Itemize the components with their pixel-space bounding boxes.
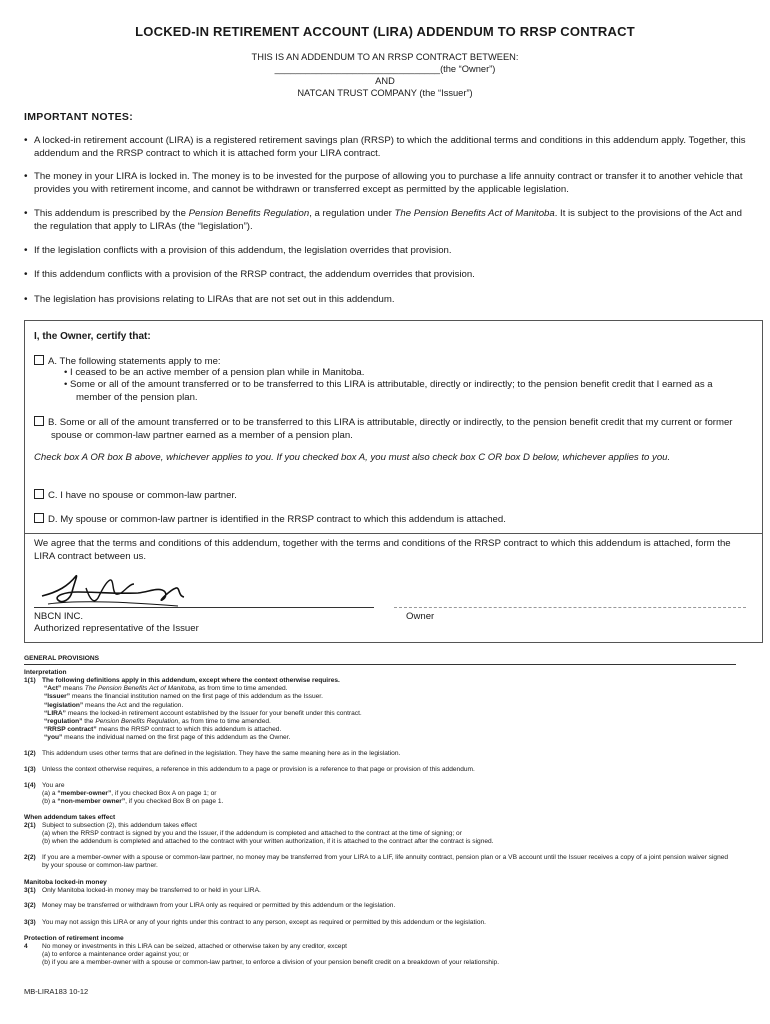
agreement-text: We agree that the terms and conditions of this addendum, together with the terms and conditions of the RRSP contract to which this addendum is attached, form the LIRA contract between us. (34, 538, 731, 562)
section-4: 4 No money or investments in this LIRA can be seized, attached or otherwise taken by any creditor, except (a) to enforce a maintenance order against you; or (b) if you are a member-owner with a spouse or common-law partner, to enforce a division of your pension benefit credit on a breakdown of your relationship. (24, 943, 500, 967)
option-b: B. Some or all of the amount transferred or to be transferred to this LIRA is attributable, directly or indirectly, to the pension benefit credit that my current or former spouse or common-law partner earned as a member of a pension plan. (34, 416, 739, 442)
issuer-signature (38, 570, 188, 610)
bullet-icon: • (24, 269, 28, 280)
section-3-1: 3(1) Only Manitoba locked-in money may be transferred to or held in your LIRA. (24, 887, 261, 894)
intro-and: AND (375, 76, 395, 86)
option-c: C. I have no spouse or common-law partner. (34, 489, 749, 503)
bullet-icon: • (64, 379, 71, 390)
section-1-4: 1(4) You are (a) a “member-owner”, if you checked Box A on page 1; or (b) a “non-member owner”, if you checked Box B on page 1. (24, 782, 224, 806)
effect-heading: When addendum takes effect (24, 814, 116, 821)
section-divider (24, 664, 736, 665)
protection-heading: Protection of retirement income (24, 935, 124, 942)
note-6: • The legislation has provisions relating to LIRAs that are not set out in this addendum. (24, 294, 395, 305)
bullet-icon: • (24, 294, 28, 305)
bullet-icon: • (24, 245, 28, 256)
bullet-icon: • (24, 208, 28, 219)
section-1-1: 1(1) The following definitions apply in this addendum, except where the context otherwise requires. “Act” means The Pension Benefits Act of Manitoba, as from time to time amended. “Issuer” means the financial institution named on the first page of this addendum as the Issuer. “legislation” means the Act and the regulation. “LIRA” means the locked-in retirement account established by the Issuer for your benefit under this contract. “regulation” the Pension Benefits Regulation, as from time to time amended. “RRSP contract” means the RRSP contract to which this addendum is attached. “you” means the individual named on the first page of this addendum as the Owner. (24, 677, 362, 742)
section-2-1: 2(1) Subject to subsection (2), this addendum takes effect (a) when the RRSP contract is signed by you and the Issuer, if the addendum is completed and attached to the contract at the time of signing; or (b) when the addendum is completed and attached to the contract with your written authorization, if it is attached to the contract after the contract is signed. (24, 822, 494, 846)
section-1-2: 1(2) This addendum uses other terms that are defined in the legislation. They have the same meaning here as in the legislation. (24, 750, 401, 757)
interpretation-heading: Interpretation (24, 669, 67, 676)
checkbox-a[interactable] (34, 355, 44, 365)
issuer-line: NATCAN TRUST COMPANY (the “Issuer”) (297, 88, 473, 98)
owner-name-line[interactable]: ________________________________(the “Owner”) (274, 64, 496, 74)
bullet-icon: • (64, 367, 71, 378)
owner-signature-line[interactable] (394, 607, 746, 608)
bullet-icon: • (24, 171, 28, 182)
section-2-2: 2(2) If you are a member-owner with a spouse or common-law partner, no money may be transferred from your LIRA to a LIF, life annuity contract, pension plan or a VB account until the Issuer receives a copy of a joint pension waiver signed by your spouse or common-law partner. (24, 854, 729, 870)
checkbox-d[interactable] (34, 513, 44, 523)
option-d: D. My spouse or common-law partner is identified in the RRSP contract to which this addendum is attached. (34, 513, 759, 527)
note-2: • The money in your LIRA is locked in. The money is to be invested for the purpose of allowing you to purchase a life annuity contract or transfer it to another vehicle that provides you with retirement income, and cannot be withdrawn or transferred except as permitted by the applicable legislation. (24, 171, 743, 195)
option-a-bullet-1: • I ceased to be an active member of a pension plan while in Manitoba. (64, 367, 365, 378)
intro-line-1: THIS IS AN ADDENDUM TO AN RRSP CONTRACT BETWEEN: (251, 52, 519, 62)
manitoba-heading: Manitoba locked-in money (24, 879, 107, 886)
certify-heading: I, the Owner, certify that: (34, 331, 151, 342)
note-3: • This addendum is prescribed by the Pension Benefits Regulation, a regulation under The Pension Benefits Act of Manitoba. It is subject to the provisions of the Act and the regulation that apply to LIRAs (the “legislation”). (24, 208, 742, 232)
owner-label: Owner (406, 611, 435, 622)
checkbox-c[interactable] (34, 489, 44, 499)
general-provisions-heading: GENERAL PROVISIONS (24, 655, 99, 662)
section-3-2: 3(2) Money may be transferred or withdrawn from your LIRA only as required or permitted by this addendum or the legislation. (24, 902, 396, 909)
note-5: • If this addendum conflicts with a provision of the RRSP contract, the addendum overrides that provision. (24, 269, 475, 280)
checkbox-b[interactable] (34, 416, 44, 426)
document-title: LOCKED-IN RETIREMENT ACCOUNT (LIRA) ADDENDUM TO RRSP CONTRACT (135, 24, 635, 39)
bullet-icon: • (24, 135, 28, 146)
option-a-bullet-2: • Some or all of the amount transferred or to be transferred to this LIRA is attributable, directly or indirectly; to the pension benefit credit that I earned as a member of the pension plan. (64, 379, 713, 403)
section-3-3: 3(3) You may not assign this LIRA or any of your rights under this contract to any person, except as required or permitted by this addendum or the legislation. (24, 919, 486, 926)
option-a: A. The following statements apply to me: (34, 355, 749, 369)
important-notes-heading: IMPORTANT NOTES: (24, 111, 134, 123)
section-1-3: 1(3) Unless the context otherwise requires, a reference in this addendum to a page or provision is a reference to that page or provision of this addendum. (24, 766, 475, 773)
note-4: • If the legislation conflicts with a provision of this addendum, the legislation overrides that provision. (24, 245, 452, 256)
issuer-signature-line (34, 607, 374, 608)
check-instruction: Check box A OR box B above, whichever applies to you. If you checked box A, you must also check box C OR box D below, whichever applies to you. (34, 452, 671, 463)
form-code: MB-LIRA183 10-12 (24, 987, 89, 996)
note-1: • A locked-in retirement account (LIRA) is a registered retirement savings plan (RRSP) to which the additional terms and conditions in this addendum apply. Together, this addendum and the RRSP contract to which it is attached form your LIRA contract. (24, 135, 746, 159)
issuer-name: NBCN INC. (34, 611, 84, 622)
issuer-role: Authorized representative of the Issuer (34, 623, 199, 634)
